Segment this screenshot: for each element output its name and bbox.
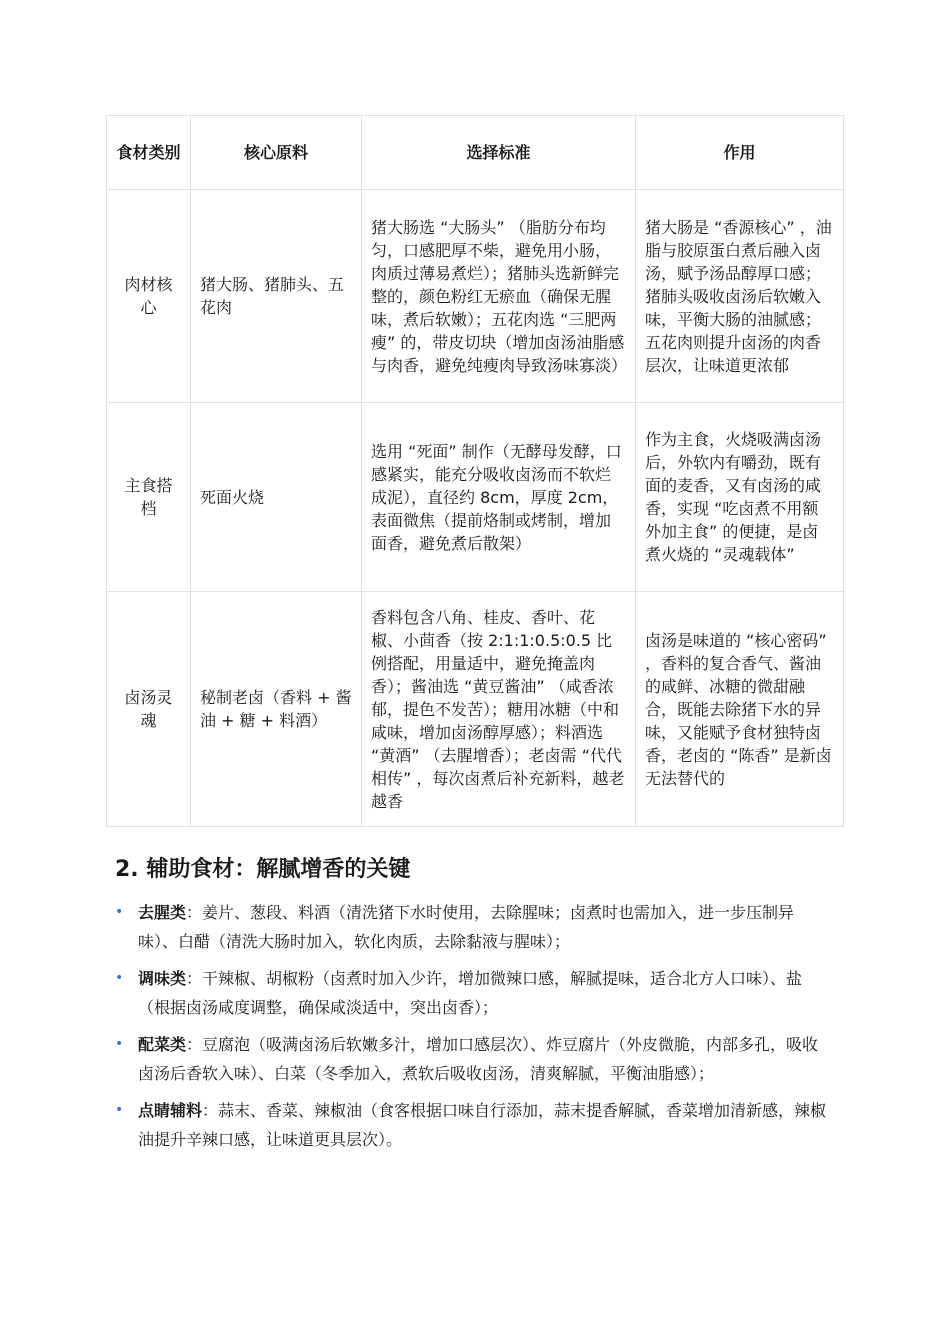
- item-term: 调味类: [138, 969, 187, 988]
- table-row: [107, 403, 844, 592]
- row-role: 卤汤是味道的 “核心密码” ，香料的复合香气、酱油的咸鲜、冰糖的微甜融合，既能去除猪下水的异味，又能赋予食材独特卤香，老卤的 “陈香” 是新卤无法替代的: [636, 592, 844, 827]
- header-core: 核心原料: [191, 116, 362, 190]
- header-standard: 选择标准: [362, 116, 636, 190]
- auxiliary-ingredients-list: [115, 898, 830, 1162]
- item-term: 点睛辅料: [138, 1101, 203, 1120]
- row-core: 猪大肠、猪肺头、五花肉: [191, 190, 362, 403]
- header-role: 作用: [636, 116, 844, 190]
- item-text: ：干辣椒、胡椒粉（卤煮时加入少许，增加微辣口感，解腻提味，适合北方人口味）、盐（根据卤汤咸度调整，确保咸淡适中，突出卤香）；: [138, 969, 803, 1017]
- bullet-icon: •: [115, 970, 124, 986]
- core-ingredients-table: [106, 115, 844, 827]
- row-role: 猪大肠是 “香源核心” ，油脂与胶原蛋白煮后融入卤汤，赋予汤品醇厚口感；猪肺头吸收卤汤后软嫩入味，平衡大肠的油腻感；五花肉则提升卤汤的肉香层次，让味道更浓郁: [636, 190, 844, 403]
- bullet-icon: •: [115, 1102, 124, 1118]
- section-heading: 2. 辅助食材：解腻增香的关键: [115, 857, 411, 882]
- table-row: [107, 592, 844, 827]
- item-term: 去腥类: [138, 903, 187, 922]
- table-row: [107, 190, 844, 403]
- bullet-icon: •: [115, 904, 124, 920]
- list-item: [115, 964, 830, 1022]
- header-category: 食材类别: [107, 116, 191, 190]
- row-category: 主食搭档: [107, 403, 191, 592]
- row-standard: 香料包含八角、桂皮、香叶、花椒、小茴香（按 2:1:1:0.5:0.5 比例搭配，用量适中，避免掩盖肉香）；酱油选 “黄豆酱油” （咸香浓郁，提色不发苦）；糖用冰糖（中和咸味，增加卤汤醇厚感）；料酒选 “黄酒” （去腥增香）；老卤需 “代代相传” ，每次卤煮后补充新料，越老越香: [362, 592, 636, 827]
- row-core: 死面火烧: [191, 403, 362, 592]
- row-standard: 选用 “死面” 制作（无酵母发酵，口感紧实，能充分吸收卤汤而不软烂成泥），直径约 8cm，厚度 2cm，表面微焦（提前烙制或烤制，增加面香，避免煮后散架）: [362, 403, 636, 592]
- list-item: [115, 898, 830, 956]
- row-standard: 猪大肠选 “大肠头” （脂肪分布均匀，口感肥厚不柴，避免用小肠，肉质过薄易煮烂）；猪肺头选新鲜完整的，颜色粉红无瘀血（确保无腥味，煮后软嫩）；五花肉选 “三肥两瘦” 的，带皮切块（增加卤汤油脂感与肉香，避免纯瘦肉导致汤味寡淡）: [362, 190, 636, 403]
- row-category: 卤汤灵魂: [107, 592, 191, 827]
- item-text: ：姜片、葱段、料酒（清洗猪下水时使用，去除腥味；卤煮时也需加入，进一步压制异味）、白醋（清洗大肠时加入，软化肉质，去除黏液与腥味）；: [138, 903, 795, 951]
- item-text: ：豆腐泡（吸满卤汤后软嫩多汁，增加口感层次）、炸豆腐片（外皮微脆，内部多孔，吸收卤汤后香软入味）、白菜（冬季加入，煮软后吸收卤汤，清爽解腻，平衡油脂感）；: [138, 1035, 819, 1083]
- row-core: 秘制老卤（香料 + 酱油 + 糖 + 料酒）: [191, 592, 362, 827]
- list-item: [115, 1030, 830, 1088]
- table-header-row: [107, 116, 844, 190]
- item-term: 配菜类: [138, 1035, 187, 1054]
- row-category: 肉材核心: [107, 190, 191, 403]
- row-role: 作为主食，火烧吸满卤汤后，外软内有嚼劲，既有面的麦香，又有卤汤的咸香，实现 “吃卤煮不用额外加主食” 的便捷，是卤煮火烧的 “灵魂载体”: [636, 403, 844, 592]
- item-text: ：蒜末、香菜、辣椒油（食客根据口味自行添加，蒜末提香解腻，香菜增加清新感，辣椒油提升辛辣口感，让味道更具层次）。: [138, 1101, 827, 1149]
- list-item: [115, 1096, 830, 1154]
- bullet-icon: •: [115, 1036, 124, 1052]
